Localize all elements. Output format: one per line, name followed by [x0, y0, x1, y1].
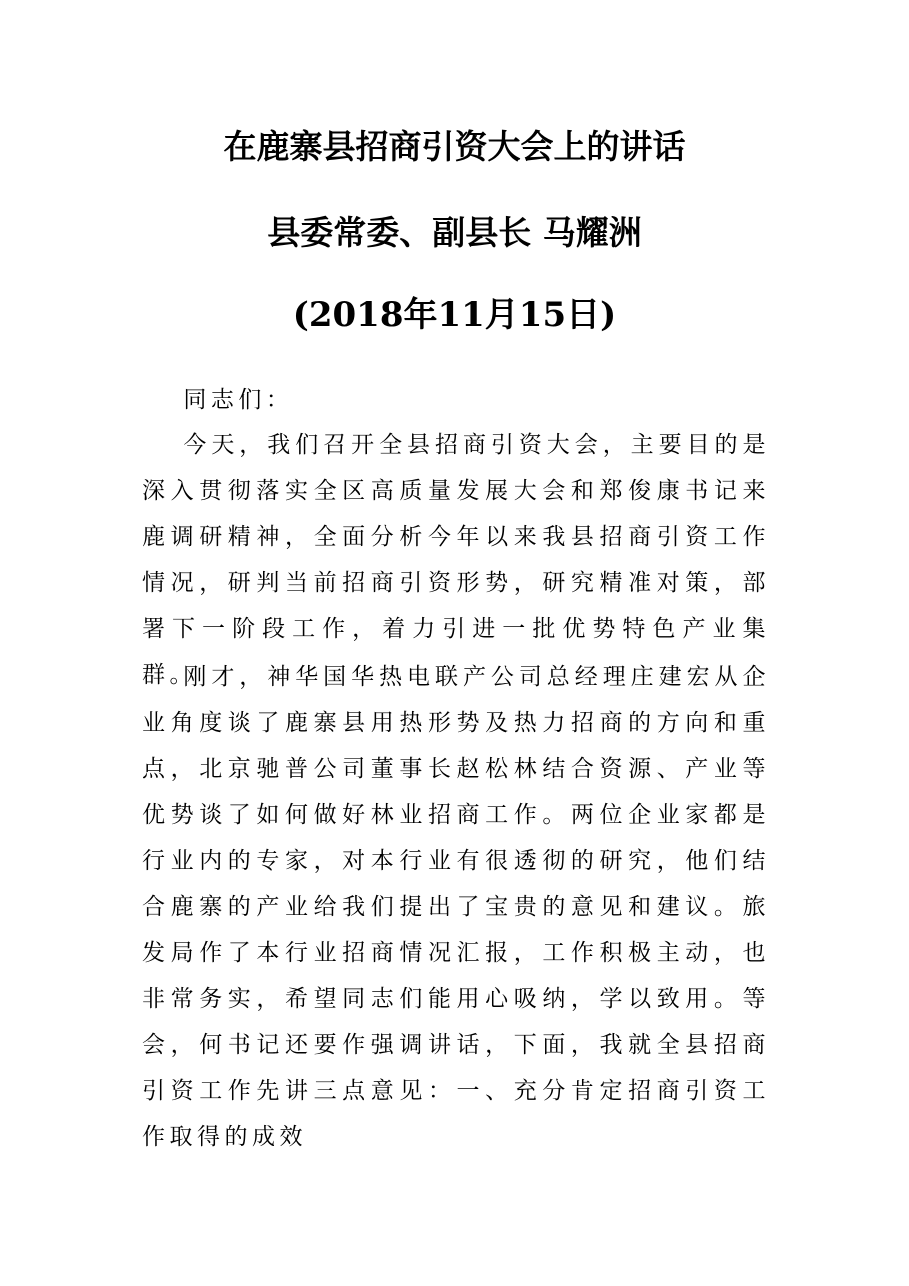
paragraph-2 — [142, 654, 770, 1160]
speaker-line: 县委常委、副县长 马耀洲 — [267, 213, 642, 252]
document-title: 在鹿寨县招商引资大会上的讲话 — [223, 127, 686, 166]
salutation-text: 同志们： — [183, 387, 294, 413]
paragraph-text: 今天，我们召开全县招商引资大会，主要目的是深入贯彻落实全区高质量发展大会和郑俊康书记来鹿调研精神，全面分析今年以来我县招商引资工作情况，研判当前招商引资形势，研究精准对策，部署下一阶段工作，着力引进一批优势特色产业集群。 — [142, 432, 770, 688]
paragraph-text: 刚才，神华国华热电联产公司总经理庄建宏从企业角度谈了鹿寨县用热形势及热力招商的方向和重点，北京驰普公司董事长赵松林结合资源、产业等优势谈了如何做好林业招商工作。两位企业家都是行业内的专家，对本行业有很透彻的研究，他们结合鹿寨的产业给我们提出了宝贵的意见和建议。旅发局作了本行业招商情况汇报，工作积极主动，也非常务实，希望同志们能用心吸纳，学以致用。等会，何书记还要作强调讲话，下面，我就全县招商引资工作先讲三点意见：一、充分肯定招商引资工作取得的成效 — [142, 664, 770, 1150]
salutation — [142, 377, 770, 423]
speech-date: (2018年11月15日) — [292, 295, 617, 335]
